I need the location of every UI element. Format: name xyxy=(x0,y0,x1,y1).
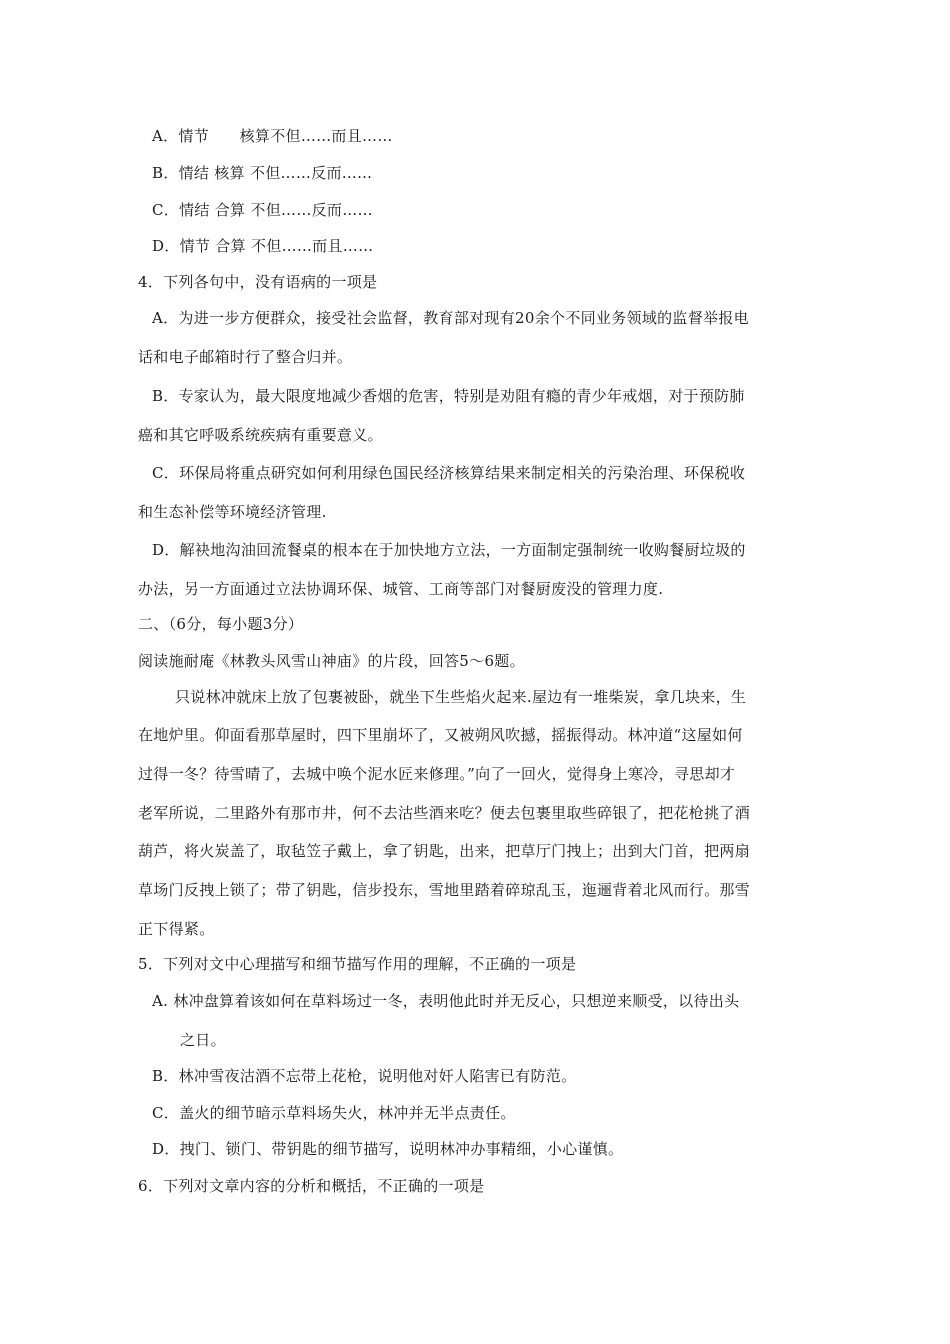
passage-line: 在地炉里。仰面看那草屋时，四下里崩坏了，又被朔风吹撼，摇振得动。林冲道“这屋如何 xyxy=(138,726,743,744)
q5-option-c: C．盖火的细节暗示草料场失火，林冲并无半点责任。 xyxy=(152,1104,516,1122)
passage-line: 草场门反拽上锁了；带了钥匙，信步投东，雪地里踏着碎琼乱玉，迤逦背着北风而行。那雪 xyxy=(138,881,751,899)
q4-option-b-line1: B．专家认为，最大限度地减少香烟的危害，特别是劝阻有瘾的青少年戒烟，对于预防肺 xyxy=(152,387,745,405)
section-instruction: 阅读施耐庵《林教头风雪山神庙》的片段，回答5～6题。 xyxy=(138,652,525,670)
q4-option-b-line2: 癌和其它呼吸系统疾病有重要意义。 xyxy=(138,426,383,444)
q3-option-c: C．情结 合算 不但……反而…… xyxy=(152,201,373,219)
q4-option-d-line1: D．解袂地沟油回流餐桌的根本在于加快地方立法，一方面制定强制统一收购餐厨垃圾的 xyxy=(152,541,746,559)
q3-option-d: D．情节 合算 不但……而且…… xyxy=(152,237,374,255)
q5-stem: 5．下列对文中心理描写和细节描写作用的理解，不正确的一项是 xyxy=(138,955,577,973)
passage-line: 老军所说，二里路外有那市井，何不去沽些酒来吃？便去包裹里取些碎银了，把花枪挑了酒 xyxy=(138,804,751,822)
q4-option-a-line1: A．为进一步方便群众，接受社会监督，教育部对现有20余个不同业务领域的监督举报电 xyxy=(152,309,749,327)
passage-line: 正下得紧。 xyxy=(138,920,215,938)
q6-stem: 6．下列对文章内容的分析和概括，不正确的一项是 xyxy=(138,1177,485,1195)
section-heading: 二、（6分，每小题3分） xyxy=(138,615,304,633)
q4-option-d-line2: 办法，另一方面通过立法协调环保、城管、工商等部门对餐厨废没的管理力度. xyxy=(138,580,664,598)
q4-option-c-line1: C．环保局将重点研究如何利用绿色国民经济核算结果来制定相关的污染治理、环保税收 xyxy=(152,464,746,482)
q5-option-a-line1: A. 林冲盘算着该如何在草料场过一冬，表明他此时并无反心，只想逆来顺受，以待出头 xyxy=(152,992,740,1010)
q3-option-b: B．情结 核算 不但……反而…… xyxy=(152,164,373,182)
q5-option-d: D．拽门、锁门、带钥匙的细节描写，说明林冲办事精细，小心谨慎。 xyxy=(152,1140,624,1158)
passage-line: 葫芦，将火炭盖了，取毡笠子戴上，拿了钥匙，出来，把草厅门拽上；出到大门首，把两扇 xyxy=(138,842,751,860)
passage-line: 只说林冲就床上放了包裹被卧，就坐下生些焰火起来.屋边有一堆柴炭，拿几块来，生 xyxy=(175,688,747,706)
q4-stem: 4．下列各句中，没有语病的一项是 xyxy=(138,273,378,291)
q4-option-a-line2: 话和电子邮箱时行了整合归并。 xyxy=(138,348,353,366)
q5-option-a-line2: 之日。 xyxy=(180,1031,226,1049)
q3-option-a: A．情节 核算不但……而且…… xyxy=(152,127,393,145)
passage-line: 过得一冬？待雪晴了，去城中唤个泥水匠来修理。”向了一回火，觉得身上寒冷，寻思却才 xyxy=(138,765,736,783)
q5-option-b: B．林冲雪夜沽酒不忘带上花枪，说明他对奸人陷害已有防范。 xyxy=(152,1067,577,1085)
q4-option-c-line2: 和生态补偿等环境经济管理. xyxy=(138,503,327,521)
